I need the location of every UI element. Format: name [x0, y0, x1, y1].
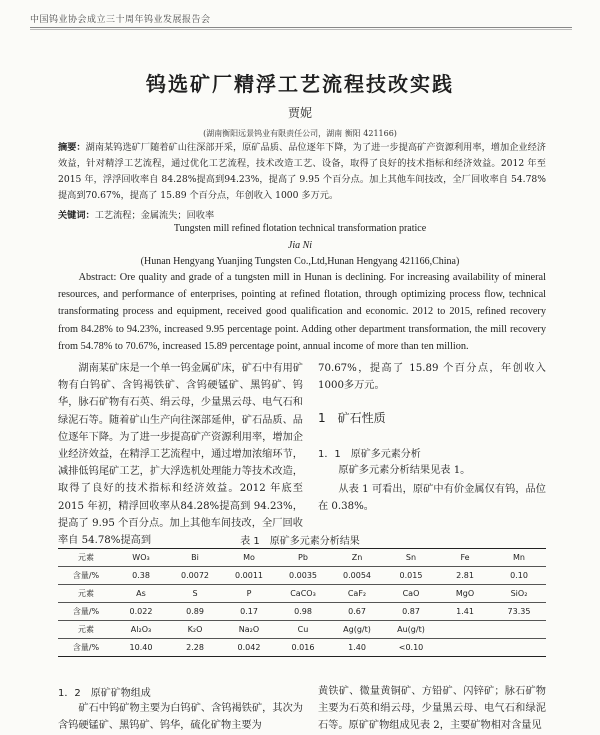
table-cell: P	[222, 585, 276, 603]
table-cell: 73.35	[492, 603, 546, 621]
table-cell: Pb	[276, 549, 330, 567]
english-title: Tungsten mill refined flotation technical transformation pratice	[173, 223, 427, 234]
affiliation: (湖南衡阳远景钨业有限责任公司，湖南 衡阳 421166)	[203, 129, 397, 138]
cn-abstract-label: 摘要：	[58, 142, 86, 153]
table-cell: MgO	[438, 585, 492, 603]
section-heading-1-2: 1．2 原矿矿物组成	[58, 688, 151, 699]
table-cell: CaCO₃	[276, 585, 330, 603]
author: 贾妮	[287, 106, 312, 120]
table-cell: 0.98	[276, 603, 330, 621]
body-bottom-left: 矿石中钨矿物主要为白钨矿、含钨褐铁矿，其次为含钨硬锰矿、黑钨矿、钨华，硫化矿物主要为	[58, 703, 303, 732]
table-cell: K₂O	[168, 621, 222, 639]
table-body	[58, 549, 546, 657]
table-cell: CaO	[384, 585, 438, 603]
table-row-label: 元素	[58, 549, 114, 567]
table-cell: Na₂O	[222, 621, 276, 639]
table-cell: Ag(g/t)	[330, 621, 384, 639]
table-cell: 0.042	[222, 639, 276, 657]
table-cell: Zn	[330, 549, 384, 567]
table-row-label: 含量/%	[58, 639, 114, 657]
section-heading-1-1: 1．1 原矿多元素分析	[318, 449, 421, 460]
table-cell	[438, 639, 492, 657]
table-row	[58, 639, 546, 657]
table-cell: 10.40	[114, 639, 168, 657]
table-cell: Mo	[222, 549, 276, 567]
chinese-abstract	[58, 140, 546, 204]
table-cell: CaF₂	[330, 585, 384, 603]
table-cell: 0.10	[492, 567, 546, 585]
table-caption: 表 1 原矿多元素分析结果	[240, 536, 360, 547]
table-cell: WO₃	[114, 549, 168, 567]
header-rule-thin	[30, 29, 572, 30]
table-cell: Fe	[438, 549, 492, 567]
table-cell: 1.40	[330, 639, 384, 657]
table-row-label: 元素	[58, 585, 114, 603]
en-abstract-label: Abstract:	[78, 272, 117, 283]
table-cell: 2.81	[438, 567, 492, 585]
table-cell	[438, 621, 492, 639]
table-cell	[492, 639, 546, 657]
paper-title: 钨选矿厂精浮工艺流程技改实践	[146, 72, 454, 96]
table-cell: Sn	[384, 549, 438, 567]
table-row-label: 元素	[58, 621, 114, 639]
table-cell	[492, 621, 546, 639]
body-bottom-right: 黄铁矿、微量黄铜矿、方铅矿、闪锌矿；脉石矿物主要为石英和绢云母，少量黑云母、电气石和绿泥石等。原矿矿物组成见表 2，主要矿物相对含量见	[318, 686, 546, 732]
table-cell: Al₂O₃	[114, 621, 168, 639]
english-author: Jia Ni	[287, 240, 313, 251]
table-cell: 0.016	[276, 639, 330, 657]
table-cell: <0.10	[384, 639, 438, 657]
table-cell: Mn	[492, 549, 546, 567]
table-cell: 0.015	[384, 567, 438, 585]
table-cell: 0.022	[114, 603, 168, 621]
table-cell: S	[168, 585, 222, 603]
section-heading-1: 1 矿石性质	[318, 411, 386, 425]
section-1-1-para-1: 原矿多元素分析结果见表 1。	[338, 465, 471, 476]
table-cell: 0.17	[222, 603, 276, 621]
table-row	[58, 603, 546, 621]
table-row	[58, 549, 546, 567]
table-cell: 0.89	[168, 603, 222, 621]
body-intro-right: 70.67%，提高了 15.89 个百分点，年创收入 1000多万元。	[318, 363, 546, 392]
table-cell: 0.0035	[276, 567, 330, 585]
table-cell: 0.38	[114, 567, 168, 585]
table-cell: Au(g/t)	[384, 621, 438, 639]
table-row	[58, 567, 546, 585]
table-cell: 0.0011	[222, 567, 276, 585]
cn-abstract-text: 湖南某钨选矿厂随着矿山往深部开采，原矿品质、品位逐年下降，为了进一步提高矿产资源利用率，增加企业经济效益，针对精浮工艺流程，通过优化工艺流程，技术改造工艺、设备，取得了良好的技术指标和经济效益。2012 年至 2015 年，浮浮回收率自 84.28%提高到94.23%，提高了 9.95 个百分点。加上其他车间技改，全厂回收率自 54.78%提高到70.67%，提高了 15.89 个百分点，年创收入 1000 多万元。	[58, 142, 546, 201]
en-abstract-text: Ore quality and grade of a tungsten mill in Hunan is declining. For increasing availability of mineral resources, and performance of enterprises, pointing at refined flotation, through optimizing process flow, technical transformating process and equipment, received good qualification and economic. 2012 to 2015, refined recovery from 84.28% to 94.23%, increased 9.95 percentage point. Adding other department transformation, the mill recovery from 54.78% to 70.67%, increased 15.89 percentage point, annual income of more than ten million.	[58, 272, 546, 352]
table-cell: 0.87	[384, 603, 438, 621]
english-abstract	[58, 269, 546, 355]
table-cell: 0.0072	[168, 567, 222, 585]
chinese-keywords	[58, 207, 546, 221]
table-cell: Bi	[168, 549, 222, 567]
table-cell: 0.0054	[330, 567, 384, 585]
table-cell: 0.67	[330, 603, 384, 621]
element-analysis-table	[58, 548, 546, 657]
table-cell: SiO₂	[492, 585, 546, 603]
body-intro-left: 湖南某矿床是一个单一钨金属矿床，矿石中有用矿物有白钨矿、含钨褐铁矿、含钨硬锰矿、黑钨矿、钨华，脉石矿物有石英、绢云母，少量黑云母、电气石和绿泥石等。随着矿山生产向往深部延伸，矿石品质、品位逐年下降。为了进一步提高矿产资源利用率，增加企业经济效益，在精浮工艺流程中，通过增加浓缩环节，减排低钨尾矿工艺，扩大浮选机处理能力等技术改造，取得了良好的技术指标和经济效益。2012 年底至 2015 年初，精浮回收率从84.28%提高到 94.23%，提高了 9.95 个百分点。加上其他车间技改，全厂回收率自 54.78%提高到	[58, 363, 303, 547]
header-rule	[30, 27, 572, 28]
running-head: 中国钨业协会成立三十周年钨业发展报告会	[30, 15, 211, 25]
table-row-label: 含量/%	[58, 567, 114, 585]
table-row	[58, 585, 546, 603]
english-affiliation: (Hunan Hengyang Yuanjing Tungsten Co.,Ltd,Hunan Hengyang 421166,China)	[140, 256, 460, 267]
table-cell: 2.28	[168, 639, 222, 657]
table-cell: As	[114, 585, 168, 603]
table-row-label: 含量/%	[58, 603, 114, 621]
cn-keywords-label: 关键词：	[58, 210, 95, 221]
table-cell: 1.41	[438, 603, 492, 621]
section-1-1-para-2: 从表 1 可看出，原矿中有价金属仅有钨，品位在 0.38%。	[318, 484, 546, 513]
table-cell: Cu	[276, 621, 330, 639]
table-row	[58, 621, 546, 639]
cn-keywords-text: 工艺流程；金属流失；回收率	[94, 210, 215, 221]
